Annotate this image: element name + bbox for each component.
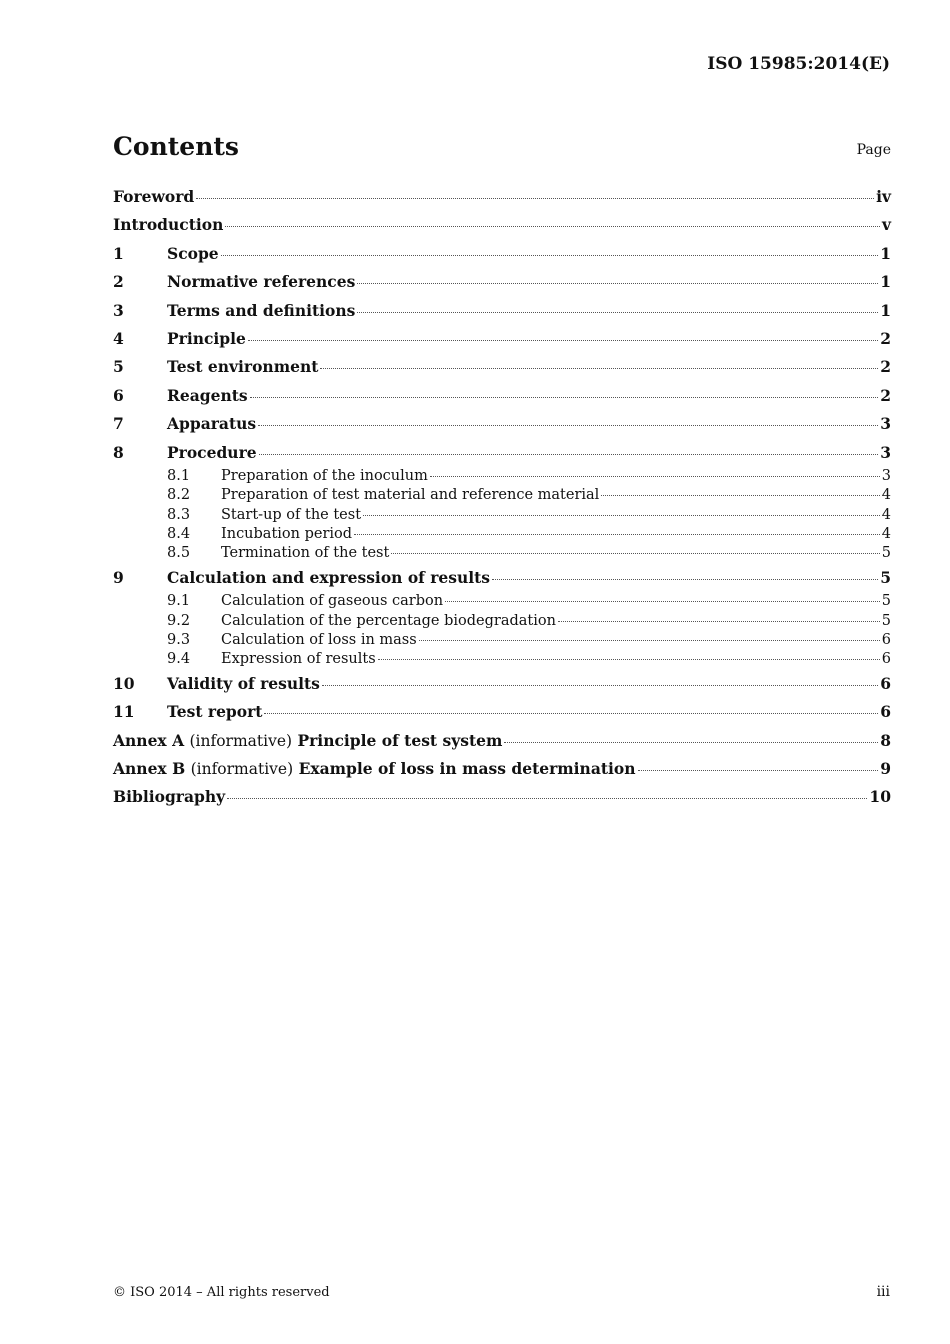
dot-leader [258, 425, 878, 426]
toc-page: v [881, 215, 891, 235]
toc-subentry-preparation-test-material[interactable] [113, 486, 891, 505]
toc-entry-calculation[interactable] [113, 564, 891, 592]
toc-page: 1 [880, 243, 891, 263]
dot-leader [504, 742, 878, 743]
toc-label: Foreword [113, 187, 195, 206]
toc-page: 5 [880, 567, 891, 587]
dot-leader [225, 226, 880, 227]
toc-number: 9.1 [167, 593, 191, 610]
toc-entry-reagents[interactable] [113, 382, 891, 410]
toc-page: 1 [880, 272, 891, 292]
toc-number: 9.4 [167, 651, 191, 668]
toc-label: Calculation of loss in mass [221, 632, 417, 649]
dot-leader [638, 770, 879, 771]
toc-entry-test-report[interactable] [113, 698, 891, 726]
dot-leader [419, 640, 880, 641]
toc-number: 8.4 [167, 526, 191, 543]
dot-leader [357, 283, 878, 284]
dot-leader [445, 601, 880, 602]
annex-id: Annex A [113, 730, 185, 750]
toc-label: Normative references [167, 272, 356, 292]
toc-number: 8.1 [167, 467, 191, 484]
table-of-contents [113, 183, 891, 812]
toc-page: 5 [881, 545, 891, 562]
toc-subentry-percentage-biodegradation[interactable] [113, 612, 891, 631]
toc-label: Test environment [167, 357, 319, 377]
toc-label: Calculation and expression of results [167, 567, 491, 587]
toc-page: 6 [880, 702, 891, 722]
toc-entry-terms-and-definitions[interactable] [113, 297, 891, 325]
dot-leader [378, 659, 880, 660]
toc-entry-bibliography[interactable] [113, 783, 891, 811]
toc-number: 4 [113, 328, 124, 348]
toc-entry-apparatus[interactable] [113, 410, 891, 438]
dot-leader [227, 798, 867, 799]
toc-page: 5 [881, 593, 891, 610]
title-row [113, 132, 891, 164]
dot-leader [430, 476, 880, 477]
toc-label: Preparation of test material and reference material [221, 487, 600, 504]
annex-type: (informative) [189, 731, 293, 750]
toc-page: 10 [869, 787, 891, 807]
dot-leader [391, 553, 879, 554]
toc-number: 3 [113, 300, 124, 320]
dot-leader [492, 579, 878, 580]
toc-number: 9.2 [167, 612, 191, 629]
dot-leader [322, 685, 878, 686]
toc-number: 8 [113, 442, 124, 462]
toc-label: Calculation of the percentage biodegradation [221, 612, 556, 629]
toc-label: Start-up of the test [221, 506, 362, 523]
dot-leader [248, 340, 878, 341]
toc-subentry-termination[interactable] [113, 544, 891, 563]
toc-number: 8.3 [167, 506, 191, 523]
toc-page: iv [876, 187, 891, 206]
dot-leader [601, 495, 879, 496]
toc-entry-annex-b[interactable] [113, 755, 891, 783]
toc-number: 5 [113, 357, 124, 377]
toc-number: 10 [113, 673, 135, 693]
toc-subentry-gaseous-carbon[interactable] [113, 592, 891, 611]
toc-page: 2 [880, 357, 891, 377]
toc-label: Reagents [167, 385, 248, 405]
toc-number: 8.2 [167, 487, 191, 504]
toc-entry-introduction[interactable] [113, 211, 891, 239]
page-column-label: Page [856, 142, 891, 158]
toc-label [113, 727, 502, 755]
toc-page: 1 [880, 300, 891, 320]
dot-leader [250, 397, 879, 398]
document-id: ISO 15985:2014(E) [707, 54, 890, 74]
toc-subentry-start-up[interactable] [113, 506, 891, 525]
toc-number: 6 [113, 385, 124, 405]
toc-number: 11 [113, 702, 135, 722]
toc-page: 9 [880, 758, 891, 778]
toc-entry-foreword[interactable] [113, 183, 891, 211]
toc-page: 6 [881, 632, 891, 649]
annex-id: Annex B [113, 758, 186, 778]
toc-page: 4 [881, 506, 891, 523]
toc-label: Procedure [167, 442, 257, 462]
annex-title: Principle of test system [297, 730, 503, 750]
toc-entry-normative-references[interactable] [113, 268, 891, 296]
toc-page: 2 [880, 385, 891, 405]
toc-subentry-loss-in-mass[interactable] [113, 631, 891, 650]
dot-leader [221, 255, 879, 256]
toc-number: 1 [113, 243, 124, 263]
toc-number: 8.5 [167, 545, 191, 562]
toc-label: Preparation of the inoculum [221, 467, 428, 484]
toc-label: Validity of results [167, 673, 320, 693]
dot-leader [259, 454, 879, 455]
toc-entry-annex-a[interactable] [113, 727, 891, 755]
toc-label: Termination of the test [221, 545, 390, 562]
toc-page: 3 [880, 442, 891, 462]
annex-title: Example of loss in mass determination [298, 758, 636, 778]
toc-label: Expression of results [221, 651, 376, 668]
dot-leader [363, 515, 880, 516]
toc-page: 3 [881, 467, 891, 484]
toc-entry-scope[interactable] [113, 240, 891, 268]
toc-label: Principle [167, 328, 246, 348]
dot-leader [558, 621, 880, 622]
toc-page: 6 [881, 651, 891, 668]
toc-label: Terms and definitions [167, 300, 356, 320]
toc-label: Apparatus [167, 414, 257, 434]
toc-label [113, 755, 636, 783]
toc-subentry-preparation-inoculum[interactable] [113, 467, 891, 486]
toc-label: Calculation of gaseous carbon [221, 593, 444, 610]
toc-label: Test report [167, 702, 263, 722]
toc-label: Introduction [113, 215, 224, 235]
toc-page: 4 [881, 526, 891, 543]
toc-page: 5 [881, 612, 891, 629]
toc-entry-validity[interactable] [113, 670, 891, 698]
dot-leader [196, 198, 874, 199]
toc-label: Scope [167, 243, 219, 263]
copyright-notice: © ISO 2014 – All rights reserved [113, 1285, 330, 1300]
dot-leader [357, 312, 878, 313]
toc-label: Incubation period [221, 526, 353, 543]
toc-number: 7 [113, 414, 124, 434]
toc-number: 2 [113, 272, 124, 292]
toc-page: 2 [880, 328, 891, 348]
toc-subentry-incubation-period[interactable] [113, 525, 891, 544]
toc-page: 3 [880, 414, 891, 434]
dot-leader [320, 368, 878, 369]
toc-page: 4 [881, 487, 891, 504]
page-title: Contents [113, 132, 240, 161]
toc-subentry-expression-of-results[interactable] [113, 650, 891, 669]
dot-leader [264, 713, 878, 714]
toc-entry-principle[interactable] [113, 325, 891, 353]
toc-page: 6 [880, 673, 891, 693]
toc-label: Bibliography [113, 787, 226, 807]
toc-number: 9.3 [167, 632, 191, 649]
toc-entry-procedure[interactable] [113, 439, 891, 467]
page-number: iii [876, 1284, 890, 1300]
dot-leader [354, 534, 880, 535]
toc-page: 8 [880, 730, 891, 750]
annex-type: (informative) [190, 759, 294, 778]
toc-number: 9 [113, 567, 124, 587]
toc-entry-test-environment[interactable] [113, 353, 891, 381]
